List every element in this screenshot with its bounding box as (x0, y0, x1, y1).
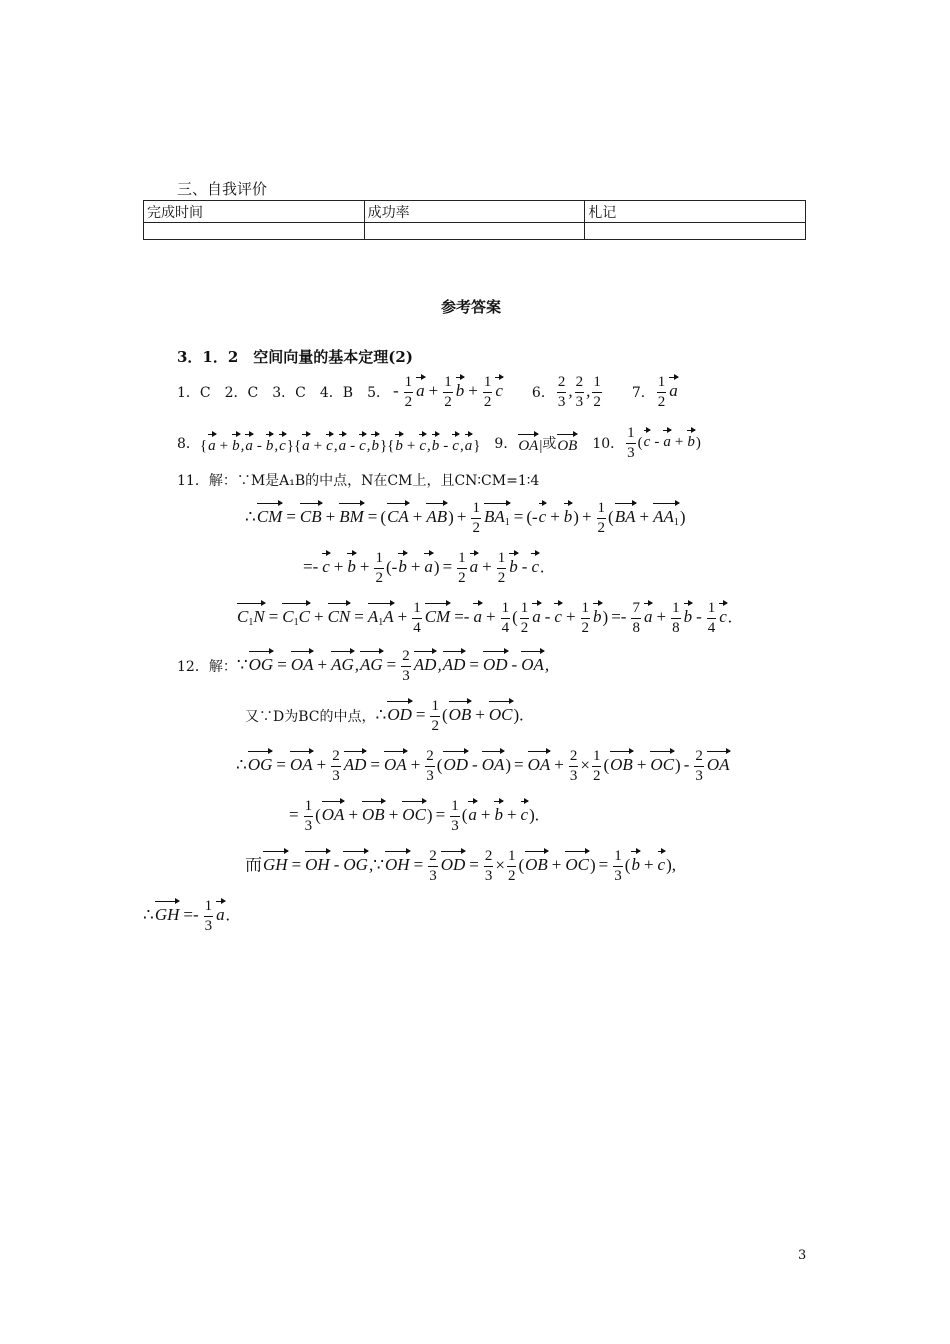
table-header-notes: 札记 (585, 201, 806, 223)
answer-1: 1．C (177, 385, 211, 401)
question-12-line-2-text: 又∵D为BC的中点， (245, 709, 376, 725)
question-11-intro: 11．解：∵M是A₁B的中点，N在CM上，且CN∶CM=1∶4 (177, 473, 540, 489)
answer-7-formula: $\frac{1}{2}$ a (657, 373, 678, 410)
table-cell (585, 223, 806, 240)
answer-5-formula: - $\frac{1}{2}$ a + $\frac{1}{2}$ b + $\frac{1}{2}$ c (393, 373, 503, 410)
answer-5-label: 5． (367, 385, 390, 401)
answer-9-or: 或 (542, 436, 557, 452)
answers-line-1 (177, 372, 679, 412)
section-heading: 三、自我评价 (177, 180, 268, 198)
table-cell (144, 223, 365, 240)
page-number: 3 (798, 1248, 807, 1263)
question-12-line-1: 12．解： ∵OG = OA + AG,AG = $\frac{2}{3}$ AD,AD = OD - OA, (177, 647, 550, 684)
answer-9-label: 9． (494, 436, 518, 452)
answer-7-label: 7． (631, 385, 655, 401)
answer-6-formula: $\frac{2}{3}$ , $\frac{2}{3}$ , $\frac{1}{2}$ (557, 373, 601, 410)
question-12-line-2: 又∵D为BC的中点， ∴OD = $\frac{1}{2}$ (OB + OC). (245, 697, 524, 734)
answers-line-2 (177, 422, 701, 464)
answer-9-formula: OA| (517, 432, 542, 455)
answer-10-formula: $\frac{1}{3}$ (c - a + b) (627, 424, 701, 461)
table-header-success-rate: 成功率 (364, 201, 585, 223)
answer-8-formula: {a + b,a - b,c}{a + c,a - c,b}{b + c,b - c,a} (200, 432, 480, 455)
question-11-line-1: ∴CM = CB + BM = (CA + AB) + $\frac{1}{2}$ $BA_1 = (-c + b)$ + $\frac{1}{2}$ $(BA + AA_1)$ (245, 499, 686, 536)
question-12-label: 12．解： (177, 659, 237, 675)
table-header-time: 完成时间 (144, 201, 365, 223)
answer-4: 4．B (319, 385, 354, 401)
table-cell (364, 223, 585, 240)
answer-9-formula-b: OB (556, 432, 578, 455)
question-12-line-5: 而GH = OH - OG,∵OH = $\frac{2}{3}$ OD = $\frac{2}{3}$ × $\frac{1}{2}$ (OB + OC) = $\frac{1}{3}$ (b + c), (245, 847, 676, 884)
answer-6-label: 6． (531, 385, 555, 401)
answer-3: 3．C (272, 385, 306, 401)
question-12-line-3: ∴OG = OA + $\frac{2}{3}$ AD = OA + $\frac{2}{3}$ (OD - OA) = OA + $\frac{2}{3}$ × $\frac{1}{2}$ (OB + OC) - $\frac{2}{3}$ OA (236, 747, 730, 784)
question-12-line-4: = $\frac{1}{3}$ (OA + OB + OC) = $\frac{1}{3}$ (a + b + c). (289, 797, 540, 834)
self-evaluation-table (143, 200, 806, 240)
answer-8-label: 8． (177, 436, 200, 452)
question-11-line-3: $C_1N = C_1C$ + CN = $A_1A$ + $\frac{1}{4}$ CM =- a + $\frac{1}{4}$ ( $\frac{1}{2}$ a - c + $\frac{1}{2}$ b) =- $\frac{7}{8}$ a + $\frac{1}{8}$ b - $\frac{1}{4}$ c. (237, 599, 733, 636)
question-12-conclusion: ∴GH =- $\frac{1}{3}$ a. (143, 897, 230, 934)
answer-2: 2．C (224, 385, 259, 401)
question-11-line-2: =- c + b + $\frac{1}{2}$ (-b + a) = $\frac{1}{2}$ a + $\frac{1}{2}$ b - c. (303, 549, 545, 586)
answers-title: 参考答案 (441, 298, 502, 316)
answer-10-label: 10． (592, 436, 625, 452)
subsection-title: 3．1．2 空间向量的基本定理(2) (177, 348, 413, 366)
